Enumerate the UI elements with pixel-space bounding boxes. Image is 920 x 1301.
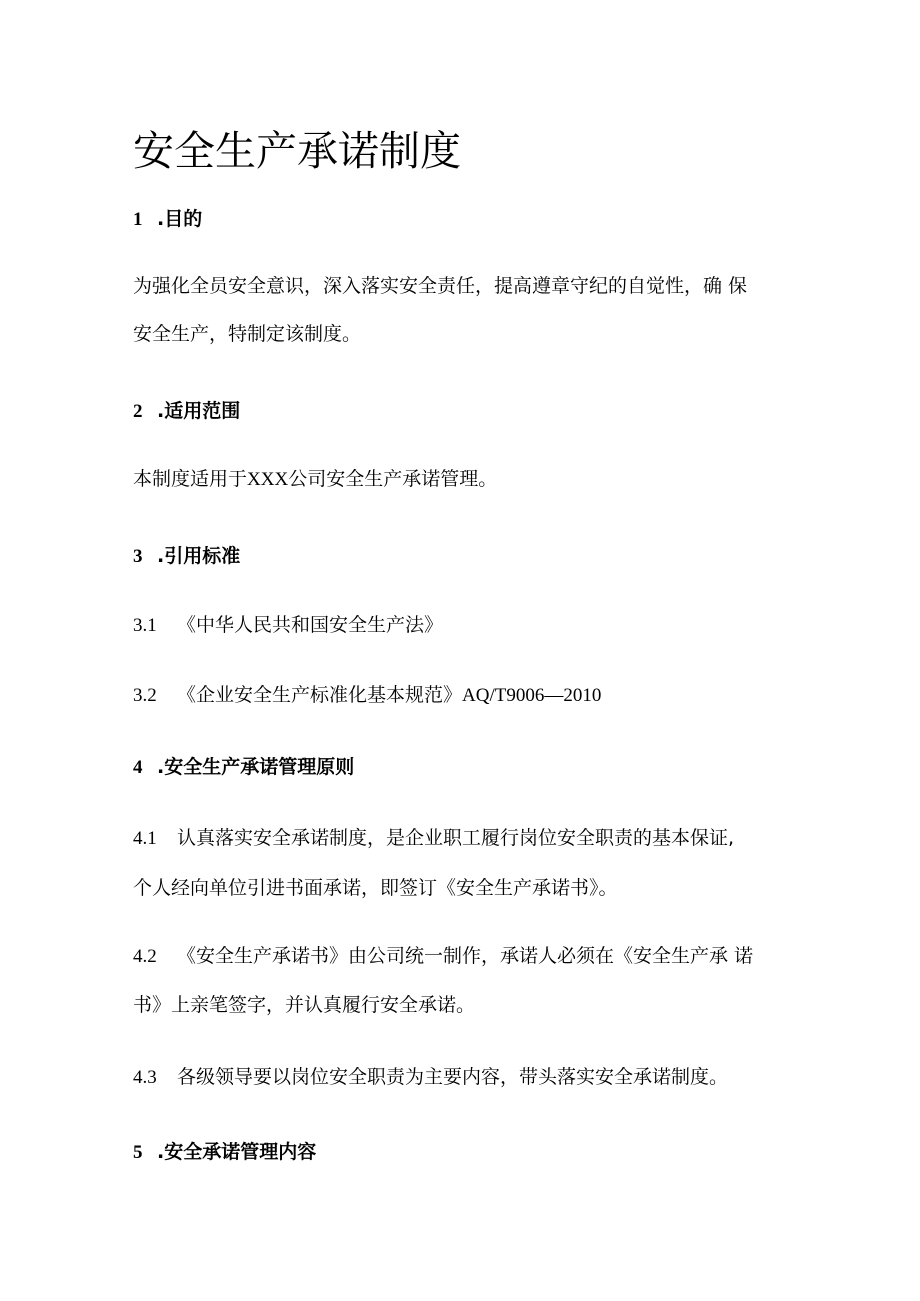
section-1-paragraph-line-1: 为强化全员安全意识，深入落实安全责任，提高遵章守纪的自觉性，确 保 [133, 275, 748, 297]
clause-text: 《中华人民共和国安全生产法》 [177, 614, 444, 636]
clause-number: 4.2 [133, 946, 157, 967]
paragraph-text-pre: 本制度适用于 [133, 468, 248, 490]
document-title: 安全生产承诺制度 [133, 127, 461, 175]
clause-4-3 [133, 1068, 728, 1087]
section-2-heading [133, 402, 240, 421]
clause-4-1-line-1 [133, 829, 734, 848]
section-label: .安全承诺管理内容 [157, 1141, 317, 1163]
standard-code: AQ/T9006—2010 [462, 685, 602, 706]
company-placeholder: XXX [247, 469, 289, 490]
clause-4-2-line-2: 书》上亲笔签字，并认真履行安全承诺。 [133, 994, 476, 1016]
section-number: 1 [133, 209, 143, 230]
clause-4-1-line-2: 个人经向单位引进书面承诺，即签订《安全生产承诺书》。 [133, 877, 618, 899]
clause-3-1 [133, 616, 443, 635]
section-2-paragraph [133, 470, 497, 489]
clause-number: 4.1 [133, 828, 157, 849]
clause-4-2-line-1 [133, 947, 753, 966]
clause-text: 各级领导要以岗位安全职责为主要内容，带头落实安全承诺制度。 [177, 1066, 729, 1088]
clause-number: 3.2 [133, 685, 157, 706]
clause-number: 4.3 [133, 1067, 157, 1088]
paragraph-text-post: 公司安全生产承诺管理。 [288, 468, 498, 490]
clause-text: 《安全生产承诺书》由公司统一制作，承诺人必须在《安全生产承 诺 [177, 945, 754, 967]
section-label: .安全生产承诺管理原则 [157, 756, 355, 778]
section-number: 3 [133, 546, 143, 567]
clause-3-2 [133, 686, 601, 705]
section-number: 2 [133, 401, 143, 422]
section-label: .目的 [157, 208, 203, 230]
section-1-paragraph-line-2: 安全生产，特制定该制度。 [133, 323, 362, 345]
section-label: .适用范围 [157, 400, 241, 422]
section-number: 5 [133, 1142, 143, 1163]
section-5-heading [133, 1143, 316, 1162]
clause-text: 认真落实安全承诺制度，是企业职工履行岗位安全职责的基本保证, [177, 827, 735, 849]
clause-number: 3.1 [133, 615, 157, 636]
section-4-heading [133, 758, 354, 777]
section-3-heading [133, 547, 240, 566]
section-label: .引用标准 [157, 545, 241, 567]
clause-text: 《企业安全生产标准化基本规范》 [177, 684, 463, 706]
section-number: 4 [133, 757, 143, 778]
section-1-heading [133, 210, 202, 229]
